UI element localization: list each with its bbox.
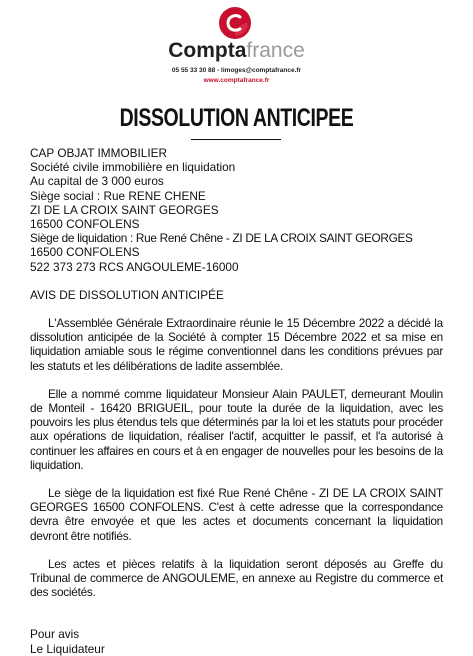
closing-text: Pour avis [30, 627, 80, 642]
address-line: Siège social : Rue RENE CHENE [30, 188, 206, 203]
brand-name-part2: france [246, 39, 305, 62]
brand-website-link[interactable]: www.comptafrance.fr [203, 77, 270, 84]
address-line: CAP OBJAT IMMOBILIER [30, 146, 168, 160]
address-line: Société civile immobilière en liquidation [30, 160, 236, 175]
paragraph-liquidator: Elle a nommé comme liquidateur Monsieur Alain PAULET, demeurant Moulin de Monteil - 16420 BRIGUEIL, pour toute la durée de la liquidation, avec les pouvoirs les plus étendus tels que déterminés par la loi et les statuts pour procéder aux opérations de liquidation, réaliser l'actif, acquitter le passif, et l'a autorisé à continuer les affaires en cours et à en engager de nouvelles pour les besoins de la liquidation. [30, 386, 443, 472]
brand-name [0, 39, 473, 63]
letterhead [0, 0, 473, 92]
address-line: Siège de liquidation : Rue René Chêne - ZI DE LA CROIX SAINT GEORGES [30, 231, 413, 246]
address-line: ZI DE LA CROIX SAINT GEORGES [30, 202, 219, 217]
document-body [30, 146, 443, 656]
address-line: 16500 CONFOLENS [30, 217, 140, 232]
title-underline [191, 139, 281, 140]
paragraph-filing: Les actes et pièces relatifs à la liquidation seront déposés au Greffe du Tribunal de commerce de ANGOULEME, en annexe au Registre du commerce et des sociétés. [30, 556, 443, 600]
brand-contact: 05 55 33 30 88 - limoges@comptafrance.fr [171, 67, 302, 74]
paragraph-resolution: L'Assemblée Générale Extraordinaire réunie le 15 Décembre 2022 a décidé la dissolution anticipée de la Société à compter 15 Décembre 2022 et sa mise en liquidation amiable sous le régime conventionnel dans les conditions prévues par les statuts et les délibérations de ladite assemblée. [30, 316, 443, 373]
document-title: DISSOLUTION ANTICIPEE [119, 104, 354, 132]
notice-heading: AVIS DE DISSOLUTION ANTICIPÉE [30, 287, 224, 302]
address-line: 16500 CONFOLENS [30, 245, 140, 260]
brand-name-part1: Compta [168, 39, 247, 62]
address-line: 522 373 273 RCS ANGOULEME-16000 [30, 259, 239, 274]
signature-text: Le Liquidateur [30, 641, 105, 656]
address-line: Au capital de 3 000 euros [30, 174, 164, 189]
paragraph-liquidation-seat: Le siège de la liquidation est fixé Rue René Chêne - ZI DE LA CROIX SAINT GEORGES 16500 CONFOLENS. C'est à cette adresse que la correspondance devra être envoyée et que les actes et documents concernant la liquidation devront être notifiés. [30, 486, 443, 543]
comptafrance-logo-icon [218, 6, 252, 40]
